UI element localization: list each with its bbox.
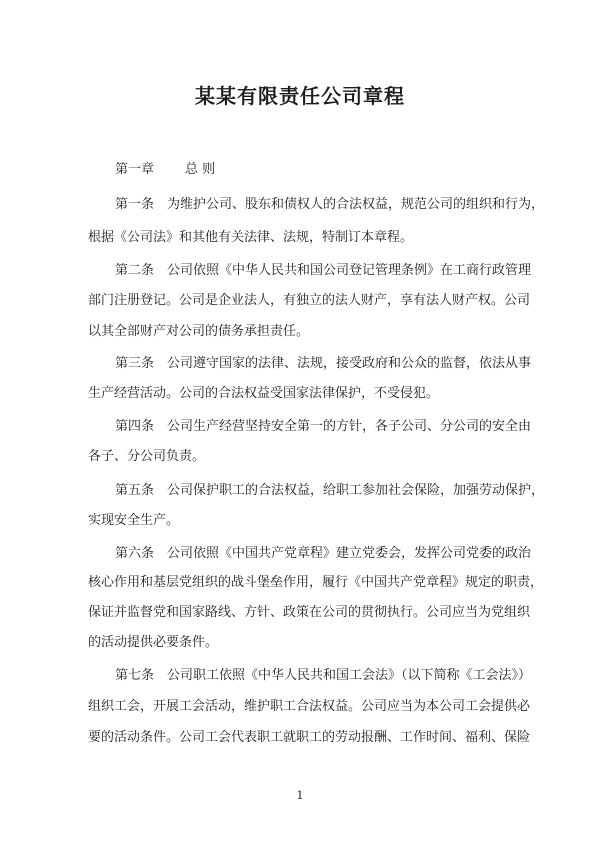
article-line: 核心作用和基层党组织的战斗堡垒作用，履行《中国共产党章程》规定的职责， xyxy=(88,575,544,590)
article-line: 的活动提供必要条件。 xyxy=(88,635,219,650)
article-line: 保证并监督党和国家路线、方针、政策在公司的贯彻执行。公司应当为党组织 xyxy=(88,605,531,620)
article-line: 第一条 为维护公司、股东和债权人的合法权益，规范公司的组织和行为， xyxy=(115,197,545,212)
article-line: 各子、分公司负责。 xyxy=(88,449,206,464)
article-line: 要的活动条件。公司工会代表职工就职工的劳动报酬、工作时间、福利、保险 xyxy=(88,730,531,745)
article-line: 以其全部财产对公司的债务承担责任。 xyxy=(88,324,310,339)
article-line: 第四条 公司生产经营坚持安全第一的方针，各子公司、分公司的安全由 xyxy=(115,419,532,434)
article-line: 第六条 公司依照《中国共产党章程》建立党委会，发挥公司党委的政治 xyxy=(115,546,532,561)
chapter-label: 第一章 xyxy=(115,162,155,177)
article-line: 第三条 公司遵守国家的法律、法规，接受政府和公众的监督，依法从事 xyxy=(115,356,532,371)
article-line: 第二条 公司依照《中华人民共和国公司登记管理条例》在工商行政管理 xyxy=(115,263,532,278)
page-number: 1 xyxy=(296,789,304,802)
article-line: 根据《公司法》和其他有关法律、法规，特制订本章程。 xyxy=(88,230,414,245)
article-line: 实现安全生产。 xyxy=(88,513,180,528)
chapter-name: 总 则 xyxy=(185,162,216,177)
article-line: 第七条 公司职工依照《中华人民共和国工会法》（以下简称《工会法》） xyxy=(115,668,532,683)
document-title: 某某有限责任公司章程 xyxy=(195,84,405,108)
article-line: 生产经营活动。公司的合法权益受国家法律保护，不受侵犯。 xyxy=(88,386,440,401)
article-line: 第五条 公司保护职工的合法权益，给职工参加社会保险，加强劳动保护， xyxy=(115,483,545,498)
chapter-heading xyxy=(115,158,216,177)
article-line: 组织工会，开展工会活动，维护职工合法权益。公司应当为本公司工会提供必 xyxy=(88,699,531,714)
article-line: 部门注册登记。公司是企业法人，有独立的法人财产，享有法人财产权。公司 xyxy=(88,293,531,308)
